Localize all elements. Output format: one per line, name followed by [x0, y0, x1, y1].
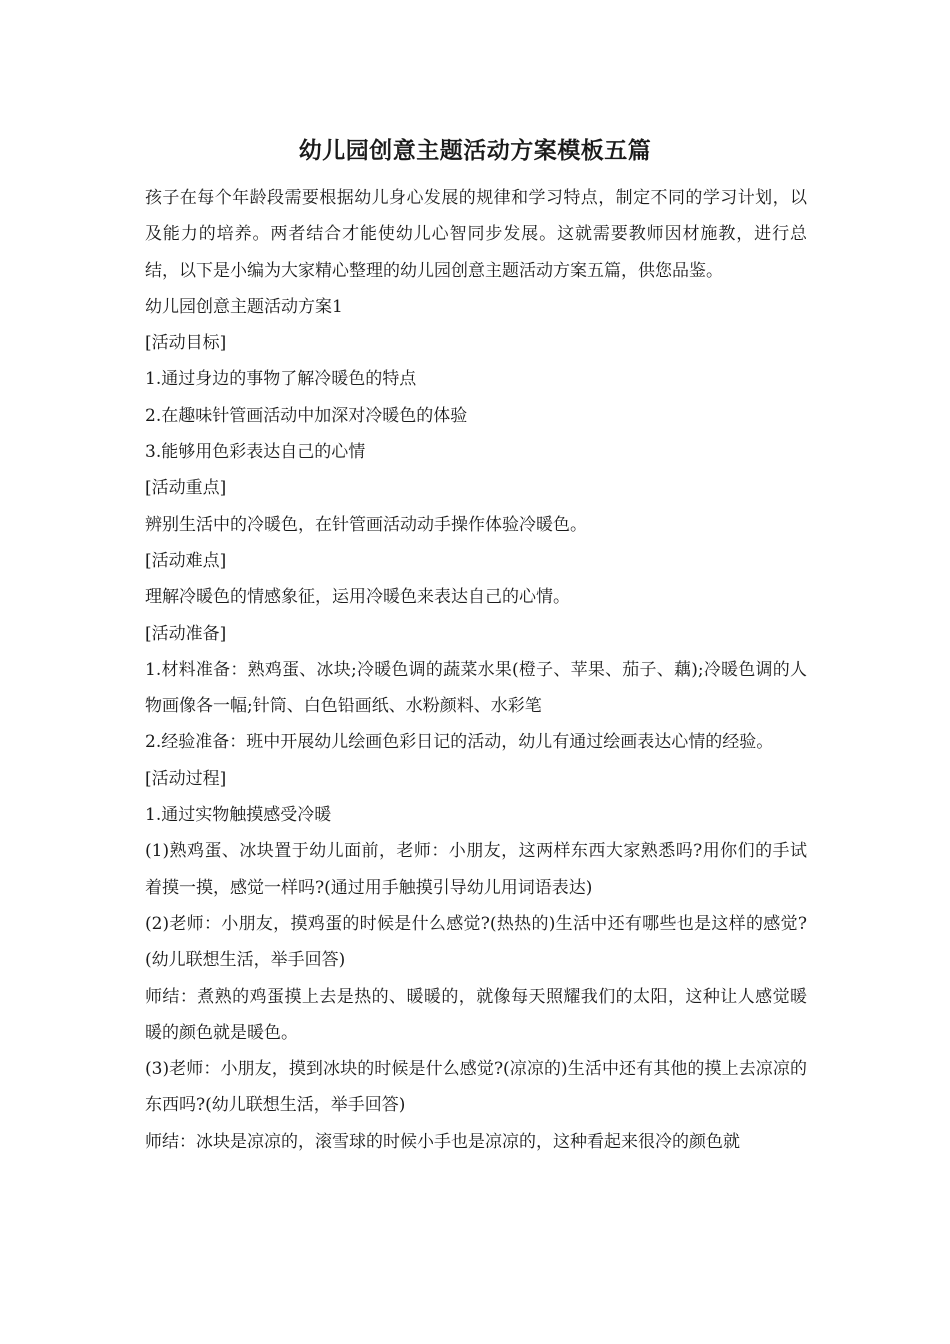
paragraph: 2.经验准备：班中开展幼儿绘画色彩日记的活动，幼儿有通过绘画表达心情的经验。	[145, 732, 774, 753]
paragraph: 理解冷暖色的情感象征，运用冷暖色来表达自己的心情。	[145, 587, 570, 608]
paragraph: 1.材料准备：熟鸡蛋、冰块;冷暖色调的蔬菜水果(橙子、苹果、茄子、藕);冷暖色调的人物画像各一幅;针筒、白色铅画纸、水粉颜料、水彩笔	[145, 659, 807, 717]
paragraph: (1)熟鸡蛋、冰块置于幼儿面前，老师：小朋友，这两样东西大家熟悉吗?用你们的手试着摸一摸，感觉一样吗?(通过用手触摸引导幼儿用词语表达)	[145, 841, 807, 898]
subheading-goals: [活动目标]	[145, 333, 227, 354]
subheading-difficulty: [活动难点]	[145, 550, 227, 571]
document-title: 幼儿园创意主题活动方案模板五篇	[298, 137, 652, 164]
goal-item: 3.能够用色彩表达自己的心情	[145, 442, 366, 463]
document-body	[145, 180, 807, 1160]
paragraph: 1.通过实物触摸感受冷暖	[145, 805, 332, 826]
paragraph: (2)老师：小朋友，摸鸡蛋的时候是什么感觉?(热热的)生活中还有哪些也是这样的感觉?(幼儿联想生活，举手回答)	[145, 913, 807, 971]
goal-item: 1.通过身边的事物了解冷暖色的特点	[145, 369, 417, 390]
goal-item: 2.在趣味针管画活动中加深对冷暖色的体验	[145, 405, 468, 426]
subheading-preparation: [活动准备]	[145, 623, 227, 644]
paragraph: (3)老师：小朋友，摸到冰块的时候是什么感觉?(凉凉的)生活中还有其他的摸上去凉凉的东西吗?(幼儿联想生活，举手回答)	[145, 1059, 807, 1116]
subheading-process: [活动过程]	[145, 768, 227, 789]
subheading-focus: [活动重点]	[145, 478, 227, 499]
paragraph: 师结：冰块是凉凉的，滚雪球的时候小手也是凉凉的，这种看起来很冷的颜色就	[145, 1131, 740, 1152]
paragraph: 辨别生活中的冷暖色，在针管画活动动手操作体验冷暖色。	[145, 514, 587, 535]
paragraph: 师结：煮熟的鸡蛋摸上去是热的、暖暖的，就像每天照耀我们的太阳，这种让人感觉暖暖的颜色就是暖色。	[145, 986, 807, 1043]
intro-paragraph: 孩子在每个年龄段需要根据幼儿身心发展的规律和学习特点，制定不同的学习计划，以及能力的培养。两者结合才能使幼儿心智同步发展。这就需要教师因材施教，进行总结，以下是小编为大家精心整理的幼儿园创意主题活动方案五篇，供您品鉴。	[145, 188, 807, 281]
section-heading: 幼儿园创意主题活动方案1	[145, 296, 343, 317]
